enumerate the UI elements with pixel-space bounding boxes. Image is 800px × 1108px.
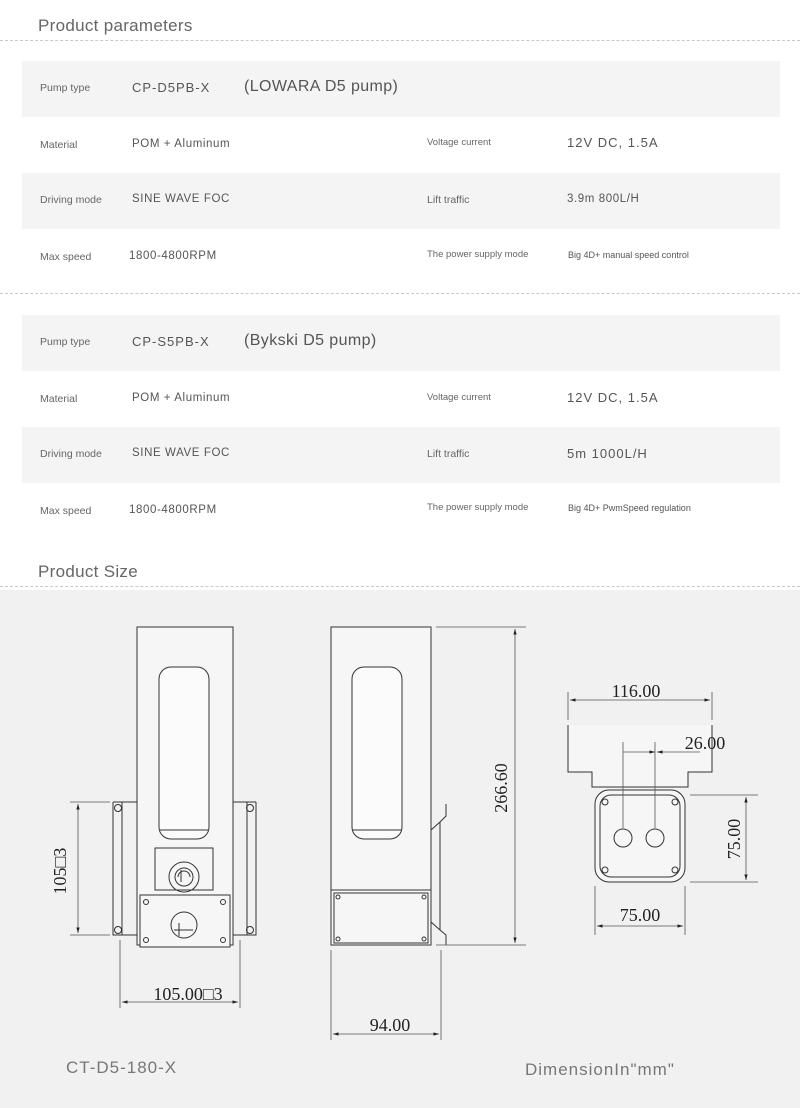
parameters-section-title: Product parameters xyxy=(38,16,193,35)
material-label: Material xyxy=(40,393,78,405)
dim-port-spacing-text: 26.00 xyxy=(684,733,726,753)
table-row-driving-mode xyxy=(22,427,780,483)
lift-traffic-value: 5m 1000L/H xyxy=(567,446,648,461)
max-speed-value: 1800-4800RPM xyxy=(129,504,217,516)
lift-traffic-value: 3.9m 800L/H xyxy=(567,193,640,205)
pump-type-label: Pump type xyxy=(40,82,91,94)
table-row-driving-mode xyxy=(22,173,780,229)
pump-model-value: CP-D5PB-X xyxy=(132,80,211,95)
dim-base-height-text: 75.00 xyxy=(724,818,744,860)
table-row-pump-type xyxy=(22,61,780,117)
model-caption: CT-D5-180-X xyxy=(66,1058,178,1077)
driving-mode-value: SINE WAVE FOC xyxy=(132,193,230,205)
power-supply-mode-label: The power supply mode xyxy=(427,502,529,513)
table-row-max-speed xyxy=(22,483,780,539)
material-label: Material xyxy=(40,139,78,151)
dim-front-width-text: 105.00□3 xyxy=(153,984,223,1004)
side-view xyxy=(331,627,446,945)
material-value: POM + Aluminum xyxy=(132,138,231,150)
table-row-pump-type xyxy=(22,315,780,371)
material-value: POM + Aluminum xyxy=(132,392,231,404)
max-speed-label: Max speed xyxy=(40,505,92,517)
pump-brand-value: (Bykski D5 pump) xyxy=(244,332,377,349)
table-row-material xyxy=(22,371,780,427)
section-divider xyxy=(0,586,800,587)
power-supply-mode-value: Big 4D+ PwmSpeed regulation xyxy=(568,503,691,513)
lift-traffic-label: Lift traffic xyxy=(427,448,470,460)
driving-mode-value: SINE WAVE FOC xyxy=(132,447,230,459)
pump-brand-value: (LOWARA D5 pump) xyxy=(244,78,399,95)
dim-base-width-text: 75.00 xyxy=(619,905,661,925)
dimension-drawing xyxy=(0,590,800,1108)
dim-side-mount-text: 105□3 xyxy=(50,847,70,895)
pump-type-label: Pump type xyxy=(40,336,91,348)
front-view xyxy=(113,627,256,947)
voltage-current-label: Voltage current xyxy=(427,137,491,148)
parameters-table-2 xyxy=(22,315,780,539)
table-row-max-speed xyxy=(22,229,780,285)
table-row-material xyxy=(22,117,780,173)
voltage-current-value: 12V DC, 1.5A xyxy=(567,390,659,405)
pump-model-value: CP-S5PB-X xyxy=(132,334,210,349)
dim-top-width-text: 116.00 xyxy=(611,681,661,701)
parameters-table-1 xyxy=(22,61,780,285)
unit-caption: DimensionIn"mm" xyxy=(525,1060,675,1079)
power-supply-mode-label: The power supply mode xyxy=(427,249,529,260)
driving-mode-label: Driving mode xyxy=(40,194,102,206)
power-supply-mode-value: Big 4D+ manual speed control xyxy=(568,250,689,260)
dim-side-depth-text: 94.00 xyxy=(369,1015,411,1035)
section-divider xyxy=(0,40,800,41)
max-speed-label: Max speed xyxy=(40,251,92,263)
table-divider xyxy=(0,293,800,294)
voltage-current-label: Voltage current xyxy=(427,392,491,403)
max-speed-value: 1800-4800RPM xyxy=(129,250,217,262)
size-section-title: Product Size xyxy=(38,562,138,581)
driving-mode-label: Driving mode xyxy=(40,448,102,460)
dim-height-text: 266.60 xyxy=(491,763,511,813)
lift-traffic-label: Lift traffic xyxy=(427,194,470,206)
voltage-current-value: 12V DC, 1.5A xyxy=(567,135,659,150)
